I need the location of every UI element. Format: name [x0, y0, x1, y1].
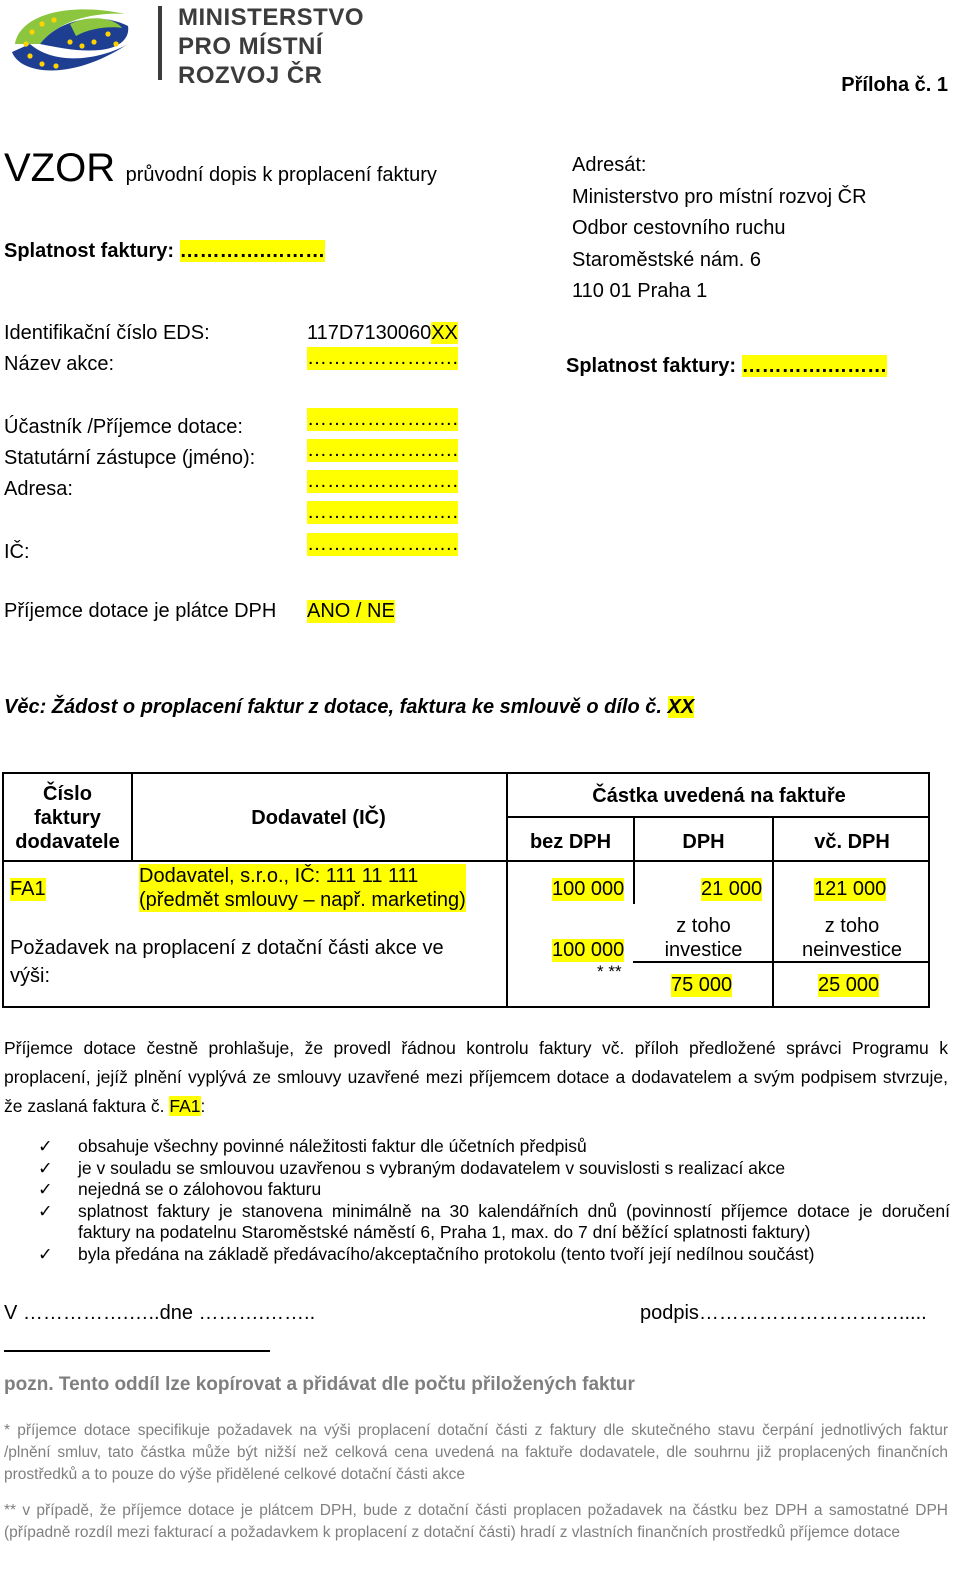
address-label: Adresa: [4, 478, 73, 500]
ministry-logo-text [178, 3, 364, 90]
check-mark-icon: ✓ [38, 1136, 53, 1156]
request-label-line: Požadavek na proplacení z dotační části akce ve [10, 937, 444, 959]
due-date-left [4, 240, 325, 263]
non-investment-label [774, 914, 930, 962]
investment-amount[interactable]: 75 000 [671, 974, 733, 996]
check-item-text: je v souladu se smlouvou uzavřenou s vybraným dodavatelem v souvislosti s realizací akce [78, 1157, 786, 1178]
vat-payer-label: Příjemce dotace je plátce DPH [4, 600, 277, 622]
vat-payer-value[interactable]: ANO / NE [307, 600, 395, 622]
due-date-right [566, 355, 887, 378]
non-investment-label-line: z toho [824, 915, 880, 937]
title-subtitle: průvodní dopis k proplacení faktury [125, 164, 437, 186]
supplier-subject: (předmět smlouvy – např. marketing) [139, 889, 466, 911]
ic-label: IČ: [4, 541, 30, 563]
check-item-text: nejedná se o zálohovou fakturu [78, 1179, 322, 1199]
logo-line-1: MINISTERSTVO [178, 4, 365, 31]
request-label-line: výši: [10, 965, 50, 987]
col-header-invoice-line: Číslo [43, 783, 92, 805]
check-mark-icon: ✓ [38, 1157, 53, 1178]
eds-value-suffix[interactable]: XX [431, 322, 458, 344]
logo-line-2: PRO MÍSTNÍ [178, 33, 324, 60]
recipient-field[interactable]: ……………….…. [307, 408, 459, 430]
addressee-line: Ministerstvo pro místní rozvoj ČR [572, 185, 867, 208]
col-header-invoice-line: dodavatele [15, 831, 120, 853]
place-date-field[interactable]: V …………….…..dne ……….…….. [4, 1302, 316, 1324]
page-title [4, 146, 437, 191]
action-label: Název akce: [4, 353, 115, 375]
subject-line [4, 696, 694, 719]
signature-field[interactable]: podpis…………………………..... [640, 1302, 927, 1324]
amount-net[interactable]: 100 000 [552, 878, 625, 900]
addressee-line: Odbor cestovního ruchu [572, 217, 786, 239]
request-amount[interactable]: 100 000 [552, 939, 625, 961]
check-item-text: obsahuje všechny povinné náležitosti faktur dle účetních předpisů [78, 1136, 587, 1156]
action-field[interactable]: ……………….…. [307, 347, 459, 369]
table-hline [506, 816, 930, 818]
check-item-text: byla předána na základě předávacího/akceptačního protokolu (tento tvoří její nedílnou součást) [78, 1243, 815, 1264]
statutory-field[interactable]: ……………….…. [307, 439, 459, 461]
due-date-right-field[interactable]: ………….……… [741, 355, 888, 377]
supplier-name: Dodavatel, s.r.o., IČ: 111 11 111 [139, 865, 419, 887]
eds-value-main: 117D7130060 [307, 322, 432, 344]
table-vline [506, 774, 508, 1006]
due-date-right-label: Splatnost faktury: [566, 355, 737, 377]
statutory-label: Statutární zástupce (jméno): [4, 447, 256, 469]
subject-contract-number[interactable]: XX [667, 696, 695, 718]
invoice-table [2, 772, 930, 1008]
footnote-1: * příjemce dotace specifikuje požadavek na výši proplacení dotační části z faktury dle skutečného stavu čerpání jednotlivých faktur /plnění smluv, tato částka může být nižší než celková cena uvedená na faktuře dodavatele, dle souhrnu již proplacených finančních prostředků a to pouze do výše přidělené celkové dotační části akce [4, 1422, 948, 1483]
footnote-separator [4, 1350, 270, 1352]
declaration-end: : [200, 1096, 206, 1116]
table-hline [4, 860, 930, 862]
check-mark-icon: ✓ [38, 1243, 53, 1264]
declaration-invoice-number[interactable]: FA1 [169, 1096, 201, 1116]
col-header-invoice-line: faktury [34, 807, 101, 829]
investment-label-line: investice [664, 939, 743, 961]
amount-gross[interactable]: 121 000 [814, 878, 887, 900]
investment-label [635, 914, 772, 962]
invoice-number[interactable]: FA1 [10, 878, 46, 900]
non-investment-label-line: neinvestice [801, 939, 903, 961]
investment-label-line: z toho [676, 915, 731, 937]
col-header-gross: vč. DPH [814, 831, 890, 853]
col-header-invoice [4, 782, 131, 854]
attachment-label: Příloha č. 1 [841, 74, 948, 96]
ministry-logo-emblem [10, 4, 140, 78]
addressee-label: Adresát: [572, 154, 647, 176]
note: pozn. Tento oddíl lze kopírovat a přidávat dle počtu přiložených faktur [4, 1374, 635, 1395]
check-item [38, 1179, 950, 1201]
check-item [38, 1136, 950, 1158]
footnote-2: ** v případě, že příjemce dotace je plátcem DPH, bude z dotační části proplacen požadavek na částku bez DPH a samostatné DPH (případně rozdíl mezi fakturací a požadavkem k proplacení z dotační části) hradí z vlastních finančních prostředků příjemce dotace [4, 1502, 948, 1541]
check-item [38, 1158, 950, 1180]
recipient-label: Účastník /Příjemce dotace: [4, 416, 243, 438]
col-header-supplier: Dodavatel (IČ) [251, 807, 386, 829]
col-header-vat: DPH [682, 831, 725, 853]
col-header-net: bez DPH [529, 831, 612, 853]
addressee-block [572, 150, 867, 308]
supplier-cell[interactable] [139, 864, 466, 912]
check-item [38, 1244, 950, 1266]
checklist [38, 1136, 950, 1265]
check-item [38, 1201, 950, 1244]
footnote-markers: * ** [597, 962, 622, 981]
request-label [10, 934, 444, 990]
due-date-left-field[interactable]: ………….……… [179, 240, 326, 262]
declaration-paragraph [4, 1034, 948, 1121]
addressee-line: Staroměstské nám. 6 [572, 248, 761, 271]
amount-vat[interactable]: 21 000 [701, 878, 763, 900]
col-header-amount: Částka uvedená na faktuře [592, 785, 846, 807]
eds-value [307, 322, 458, 345]
subject-text: Věc: Žádost o proplacení faktur z dotace, faktura ke smlouvě o dílo č. [4, 696, 668, 718]
address-field-2[interactable]: ……………….…. [307, 501, 459, 523]
eds-label: Identifikační číslo EDS: [4, 322, 210, 344]
check-item-text: splatnost faktury je stanovena minimálně na 30 kalendářních dnů (povinností příjemce dotace je doručení faktury na podatelnu Staroměstské náměstí 6, Praha 1, max. do 7 dní běžící splatnosti faktury) [78, 1200, 950, 1242]
ic-field[interactable]: ……………….…. [307, 533, 459, 555]
non-investment-amount[interactable]: 25 000 [818, 974, 880, 996]
logo-line-3: ROZVOJ ČR [178, 62, 323, 89]
address-field[interactable]: ……………….…. [307, 470, 459, 492]
addressee-line: 110 01 Praha 1 [572, 280, 708, 302]
logo-divider [158, 6, 162, 80]
check-mark-icon: ✓ [38, 1179, 53, 1199]
title-vzor: VZOR [4, 146, 116, 190]
check-mark-icon: ✓ [38, 1200, 53, 1221]
declaration-text: Příjemce dotace čestně prohlašuje, že provedl řádnou kontrolu faktury vč. příloh předložené správci Programu k proplacení, jejíž plnění vyplývá ze smlouvy uzavřené mezi příjemcem dotace a dodavatelem a svým podpisem stvrzuje, že zaslaná faktura č. [4, 1038, 948, 1116]
due-date-left-label: Splatnost faktury: [4, 240, 175, 262]
